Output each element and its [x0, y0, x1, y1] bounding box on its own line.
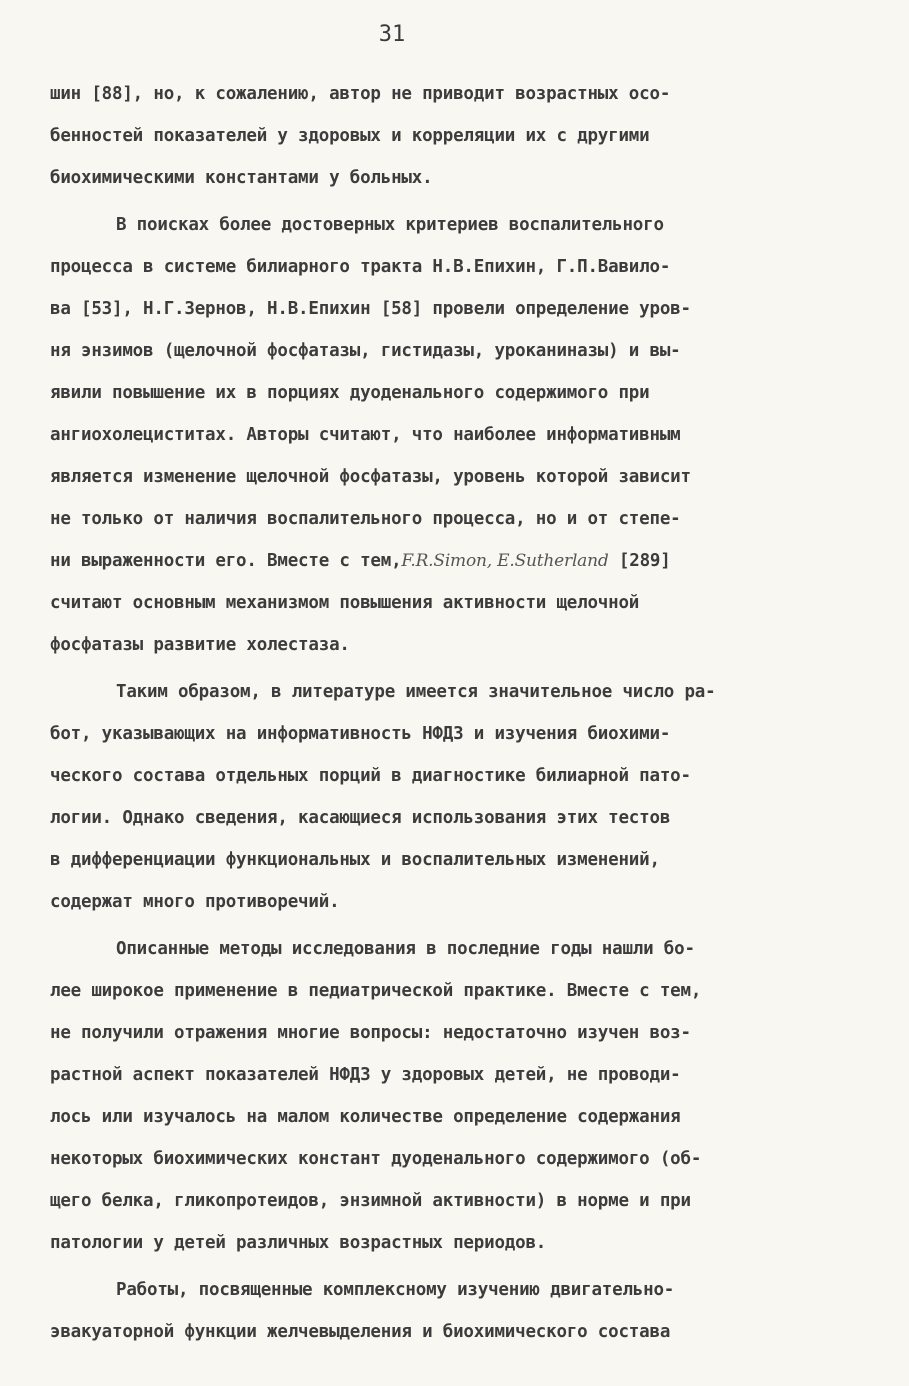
- text-line: бенностей показателей у здоровых и корреляции их с другими: [50, 126, 650, 146]
- text-line: считают основным механизмом повышения активности щелочной: [50, 593, 640, 613]
- text-line: щего белка, гликопротеидов, энзимной активности) в норме и при: [50, 1191, 691, 1211]
- text-line: фосфатазы развитие холестаза.: [50, 635, 350, 655]
- text-line: Работы, посвященные комплексному изучению двигательно-: [116, 1280, 675, 1300]
- reference-number: [289]: [618, 551, 671, 571]
- text-line: лее широкое применение в педиатрической практике. Вместе с тем,: [50, 981, 702, 1001]
- text-line: ня энзимов (щелочной фосфатазы, гистидазы, уроканиназы) и вы-: [50, 341, 681, 361]
- text-line: ческого состава отдельных порций в диагностике билиарной пато-: [50, 766, 691, 786]
- page-number: 31: [378, 22, 406, 47]
- text-line: патологии у детей различных возрастных периодов.: [50, 1233, 547, 1253]
- text-line: явили повышение их в порциях дуоденального содержимого при: [50, 383, 650, 403]
- text-line: в дифференциации функциональных и воспалительных изменений,: [50, 850, 660, 870]
- handwritten-authors: F.R.Simon, E.Sutherland: [401, 551, 609, 571]
- body-text: [50, 73, 860, 1353]
- text-line: шин [88], но, к сожалению, автор не приводит возрастных осо-: [50, 84, 671, 104]
- text-line: растной аспект показателей НФДЗ у здоровых детей, не проводи-: [50, 1065, 681, 1085]
- text-line: процесса в системе билиарного тракта Н.В.Епихин, Г.П.Вавило-: [50, 257, 671, 277]
- text-line: эвакуаторной функции желчевыделения и биохимического состава: [50, 1322, 671, 1342]
- text-line: не только от наличия воспалительного процесса, но и от степе-: [50, 509, 681, 529]
- text-line: лось или изучалось на малом количестве определение содержания: [50, 1107, 681, 1127]
- text-line: Таким образом, в литературе имеется значительное число ра-: [116, 682, 716, 702]
- text-line: биохимическими константами у больных.: [50, 168, 433, 188]
- text-line: некоторых биохимических констант дуоденального содержимого (об-: [50, 1149, 702, 1169]
- text-line: не получили отражения многие вопросы: недостаточно изучен воз-: [50, 1023, 691, 1043]
- text-line-with-handwriting: [50, 540, 860, 582]
- text-line: логии. Однако сведения, касающиеся использования этих тестов: [50, 808, 671, 828]
- text-line: Описанные методы исследования в последние годы нашли бо-: [116, 939, 695, 959]
- text-segment: ни выраженности его. Вместе с тем,: [50, 551, 402, 571]
- text-line: бот, указывающих на информативность НФДЗ и изучения биохими-: [50, 724, 671, 744]
- text-line: В поисках более достоверных критериев воспалительного: [116, 215, 664, 235]
- text-line: содержат много противоречий.: [50, 892, 340, 912]
- text-line: является изменение щелочной фосфатазы, уровень которой зависит: [50, 467, 691, 487]
- text-line: ва [53], Н.Г.Зернов, Н.В.Епихин [58] провели определение уров-: [50, 299, 691, 319]
- text-line: ангиохолециститах. Авторы считают, что наиболее информативным: [50, 425, 681, 445]
